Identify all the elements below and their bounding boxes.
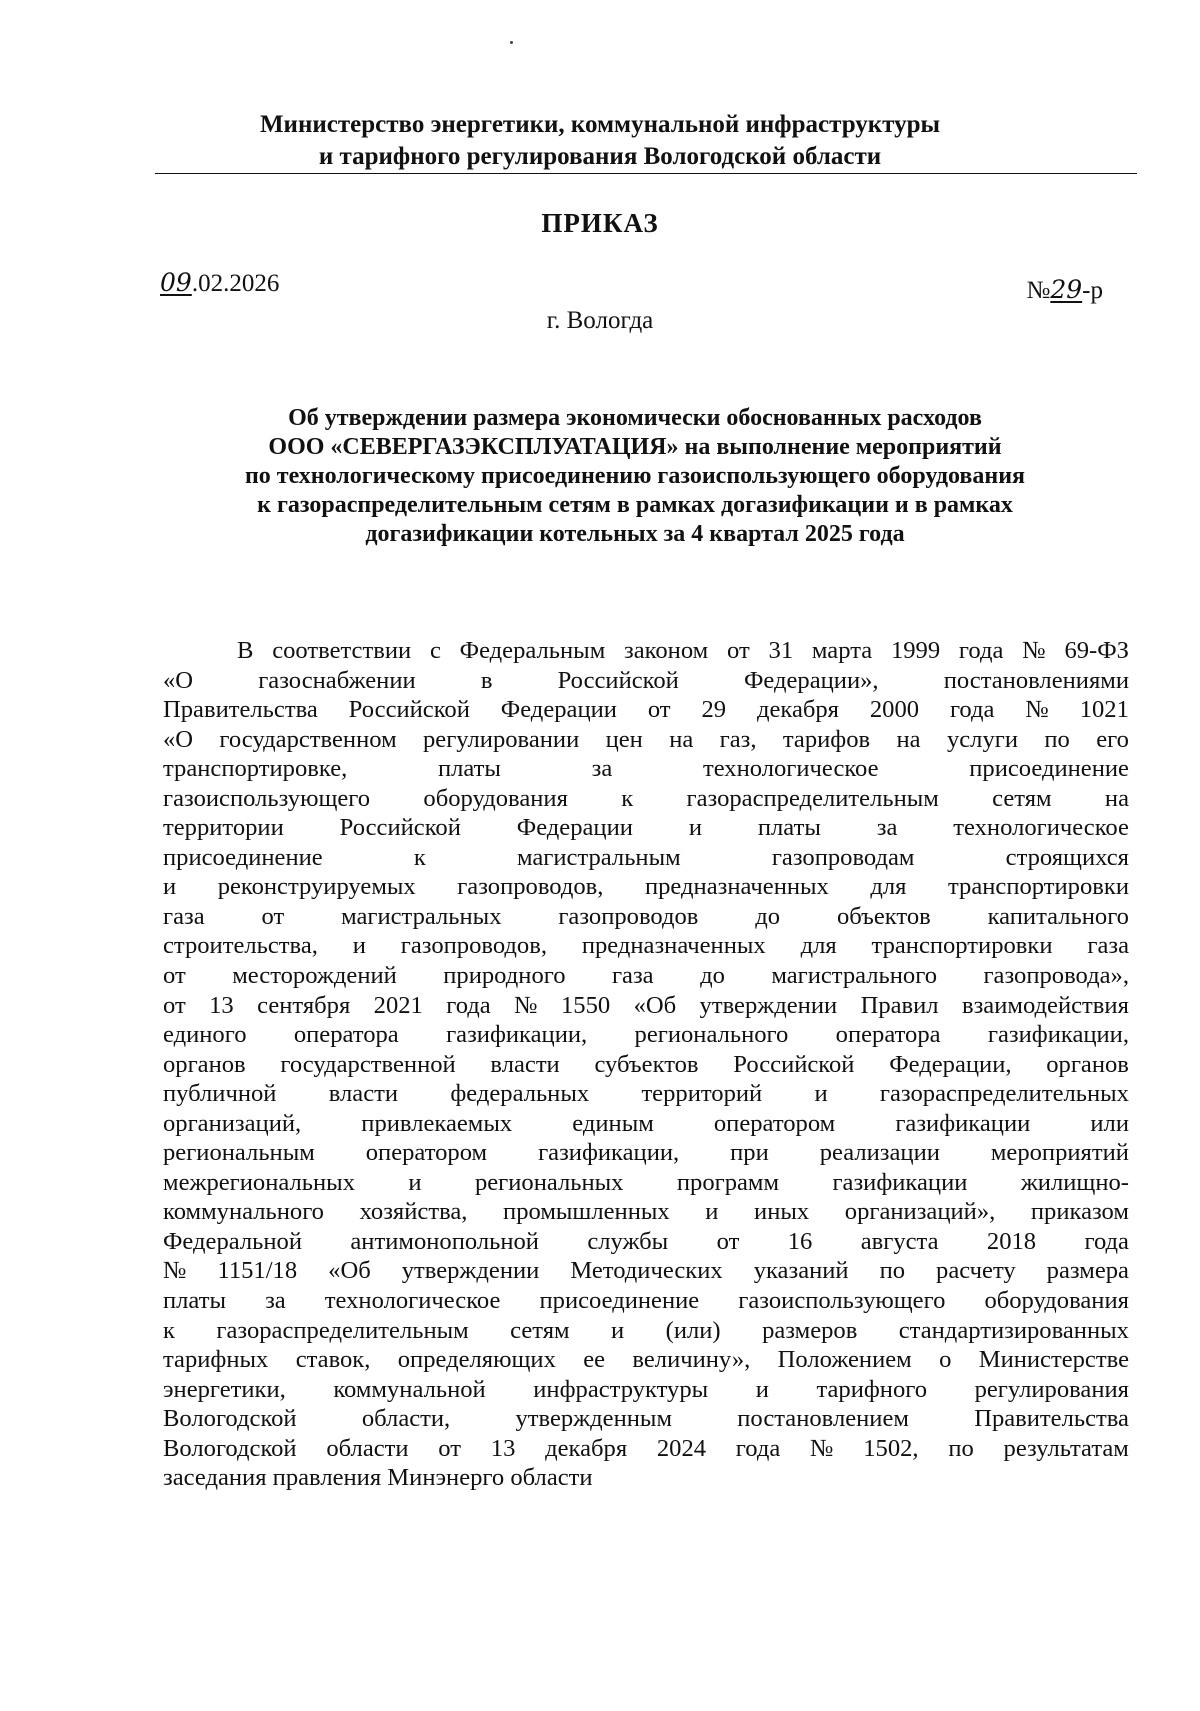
body-line: присоединение к магистральным газопроводам строящихся <box>163 843 1129 871</box>
body-line: Федеральной антимонопольной службы от 16 августа 2018 года <box>163 1227 1129 1255</box>
ministry-name-line-2: и тарифного регулирования Вологодской области <box>318 143 882 170</box>
order-number <box>1027 275 1104 305</box>
header-divider <box>155 173 1137 174</box>
body-line: «О газоснабжении в Российской Федерации», постановлениями <box>163 666 1129 694</box>
body-line: от 13 сентября 2021 года № 1550 «Об утверждении Правил взаимодействия <box>163 991 1129 1019</box>
order-body-paragraph <box>163 636 1129 1493</box>
body-line: Правительства Российской Федерации от 29 декабря 2000 года № 1021 <box>163 696 1129 724</box>
body-line: заседания правления Минэнерго области <box>163 1464 593 1492</box>
body-line: органов государственной власти субъектов Российской Федерации, органов <box>163 1050 1129 1078</box>
ministry-name-line-1: Министерство энергетики, коммунальной инфраструктуры <box>259 111 941 138</box>
body-line: организаций, привлекаемых единым оператором газификации или <box>163 1109 1129 1137</box>
order-date-handwritten-day: 09 <box>160 268 192 297</box>
body-line: транспортировке, платы за технологическое присоединение <box>163 755 1129 783</box>
order-number-handwritten: 29 <box>1050 275 1083 304</box>
body-line: публичной власти федеральных территорий и газораспределительных <box>163 1080 1129 1108</box>
body-line: В соответствии с Федеральным законом от 31 марта 1999 года № 69-ФЗ <box>237 637 1129 664</box>
body-line: коммунального хозяйства, промышленных и иных организаций», приказом <box>163 1198 1129 1226</box>
order-number-prefix: № <box>1026 277 1051 304</box>
body-line: тарифных ставок, определяющих ее величину», Положением о Министерстве <box>163 1346 1129 1374</box>
order-city: г. Вологда <box>546 307 654 334</box>
scan-speck <box>510 41 513 44</box>
subject-line: по технологическому присоединению газоиспользующего оборудования <box>244 463 1026 489</box>
body-line: межрегиональных и региональных программ газификации жилищно- <box>163 1168 1129 1196</box>
body-line: и реконструируемых газопроводов, предназначенных для транспортировки <box>163 873 1129 901</box>
body-line: региональным оператором газификации, при реализации мероприятий <box>163 1139 1129 1167</box>
body-line: Вологодской области от 13 декабря 2024 года № 1502, по результатам <box>163 1434 1129 1462</box>
body-line: платы за технологическое присоединение газоиспользующего оборудования <box>163 1287 1129 1315</box>
body-line: строительства, и газопроводов, предназначенных для транспортировки газа <box>163 932 1129 960</box>
body-line: «О государственном регулировании цен на газ, тарифов на услуги по его <box>163 725 1129 753</box>
subject-line: Об утверждении размера экономически обоснованных расходов <box>288 405 982 431</box>
subject-line: к газораспределительным сетям в рамках догазификации и в рамках <box>257 492 1013 518</box>
body-line: территории Российской Федерации и платы за технологическое <box>163 814 1129 842</box>
order-title: ПРИКАЗ <box>541 208 659 238</box>
body-line: к газораспределительным сетям и (или) размеров стандартизированных <box>163 1316 1129 1344</box>
body-line: № 1151/18 «Об утверждении Методических указаний по расчету размера <box>163 1257 1129 1285</box>
order-date <box>160 268 279 298</box>
body-line: энергетики, коммунальной инфраструктуры и тарифного регулирования <box>163 1375 1129 1403</box>
subject-line: ООО «СЕВЕРГАЗЭКСПЛУАТАЦИЯ» на выполнение мероприятий <box>268 434 1002 460</box>
body-line: Вологодской области, утвержденным постановлением Правительства <box>163 1405 1129 1433</box>
order-subject <box>140 404 1130 549</box>
order-date-printed: .02.2026 <box>191 270 280 297</box>
body-line: газоиспользующего оборудования к газораспределительным сетям на <box>163 784 1129 812</box>
order-number-suffix: -р <box>1082 277 1103 304</box>
body-line: от месторождений природного газа до магистрального газопровода», <box>163 962 1129 990</box>
body-line: единого оператора газификации, регионального оператора газификации, <box>163 1021 1129 1049</box>
body-line: газа от магистральных газопроводов до объектов капитального <box>163 902 1129 930</box>
subject-line: догазификации котельных за 4 квартал 2025 года <box>365 521 905 547</box>
